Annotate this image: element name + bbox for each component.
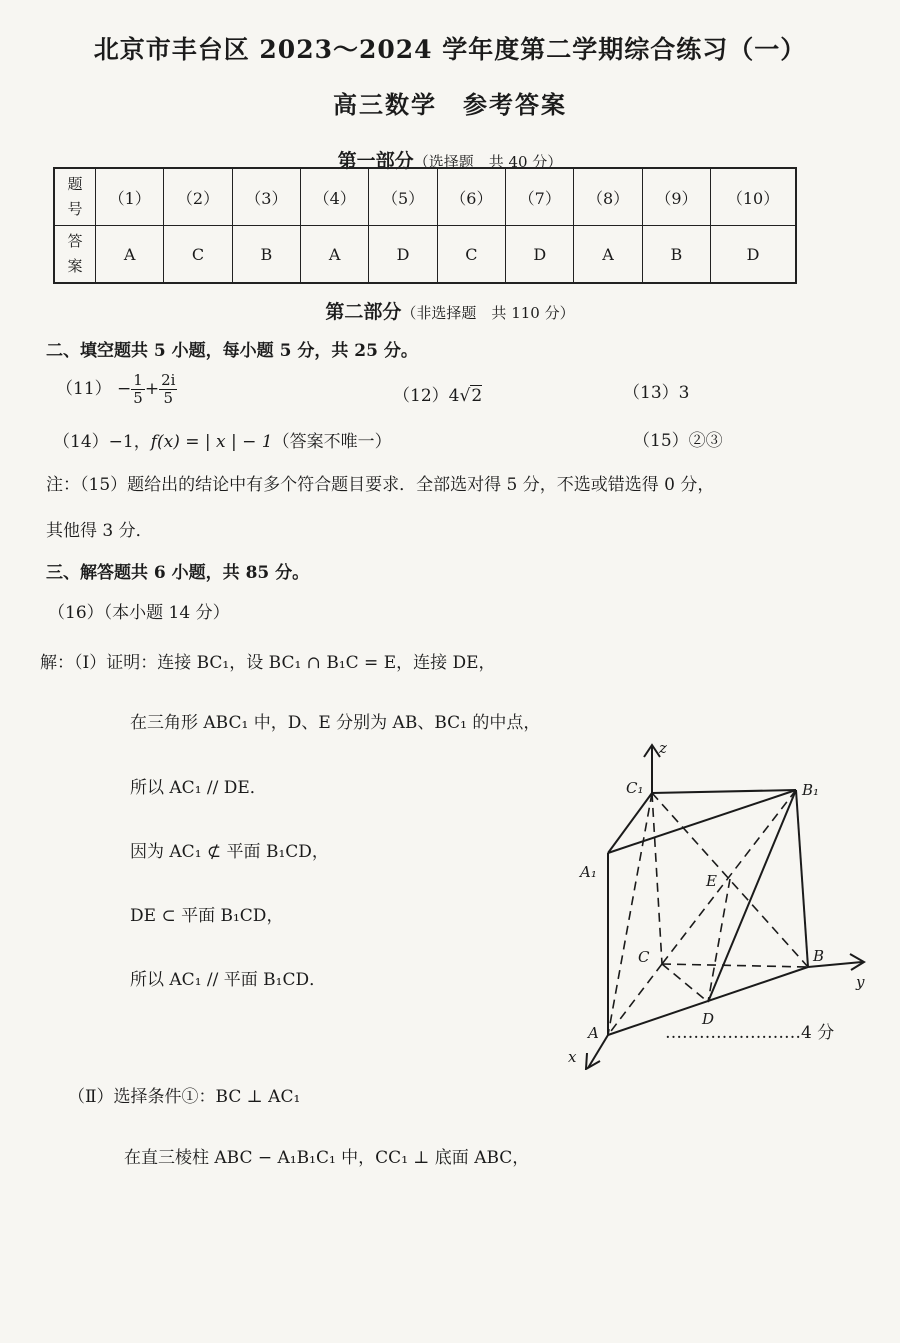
edge-c1b1 <box>652 790 796 793</box>
label-x: x <box>568 1048 577 1066</box>
edge-a1c1 <box>608 793 652 853</box>
question-cell: （10） <box>711 168 796 226</box>
part2-title: 第二部分 <box>325 301 402 323</box>
solution-line: 在三角形 ABC₁ 中，D、E 分别为 AB、BC₁ 的中点， <box>130 713 541 733</box>
prism-figure <box>540 735 875 1070</box>
part-2-condition: （Ⅱ）选择条件①：BC ⊥ AC₁ <box>68 1087 301 1107</box>
document-subtitle: 高三数学 参考答案 <box>333 90 567 119</box>
question-cell: （4） <box>301 168 369 226</box>
answer-cell: B <box>642 226 710 284</box>
question-cell: （3） <box>232 168 300 226</box>
label-a: A <box>588 1024 599 1042</box>
answer-cell: C <box>164 226 232 284</box>
answer-cell: A <box>301 226 369 284</box>
edge-a1b1 <box>608 790 796 853</box>
note-line-1: 注：（15）题给出的结论中有多个符合题目要求．全部选对得 5 分，不选或错选得 0 分， <box>46 475 715 495</box>
edge-cd <box>662 964 708 1002</box>
answer-cell: A <box>574 226 642 284</box>
answer-14: （14）−1，f(x) = | x | − 1（答案不唯一） <box>53 432 392 452</box>
label-y: y <box>856 973 865 991</box>
answer-cell: C <box>437 226 505 284</box>
answer-12: （12）4√2 <box>393 386 483 406</box>
answer-cell: D <box>506 226 574 284</box>
answer-11: （11） − $\frac{1}{5}$ + $\frac{2i}{5}$ <box>56 371 176 407</box>
answer-cell: D <box>369 226 437 284</box>
answer-cell: B <box>232 226 300 284</box>
label-b: B <box>813 947 825 965</box>
score-mark: ……………………4 分 <box>665 1023 835 1043</box>
answer-cell: A <box>96 226 164 284</box>
row-label-question: 题 号 <box>54 168 96 226</box>
document-title: 北京市丰台区 2023～2024 学年度第二学期综合练习（一） <box>93 35 807 64</box>
question-cell: （8） <box>574 168 642 226</box>
question-cell: （5） <box>369 168 437 226</box>
question-cell: （2） <box>164 168 232 226</box>
label-e: E <box>706 872 717 890</box>
edge-ac1 <box>608 793 652 1035</box>
row-label-answer: 答 案 <box>54 226 96 284</box>
solve-heading: 三、解答题共 6 小题，共 85 分。 <box>46 563 310 583</box>
edge-bc <box>662 964 808 967</box>
edge-cc1 <box>652 793 662 964</box>
edge-de <box>708 879 730 1002</box>
solution-line: 所以 AC₁ // DE． <box>130 778 267 798</box>
edge-b1c <box>662 790 796 964</box>
edge-bb1 <box>796 790 808 967</box>
label-b1: B₁ <box>802 781 820 799</box>
question-cell: （7） <box>506 168 574 226</box>
label-c1: C₁ <box>626 779 644 797</box>
answer-14-function: f(x) = | x | − 1 <box>150 432 273 452</box>
label-z: z <box>659 739 667 757</box>
part2-note: （非选择题 共 110 分） <box>401 304 575 322</box>
answer-11-label: （11） <box>56 379 112 399</box>
answer-13: （13）3 <box>623 383 690 403</box>
part1-note: （选择题 共 40 分） <box>413 153 563 171</box>
problem-16-title: （16）（本小题 14 分） <box>48 603 230 623</box>
fill-in-heading: 二、填空题共 5 小题，每小题 5 分，共 25 分。 <box>46 341 418 361</box>
part2-heading <box>0 297 900 324</box>
answer-table <box>53 167 797 284</box>
question-cell: （9） <box>642 168 710 226</box>
answer-15: （15）②③ <box>633 431 723 451</box>
answer-table-question-row <box>54 168 796 226</box>
fraction: $\frac{2i}{5}$ <box>161 371 176 407</box>
label-a1: A₁ <box>580 863 597 881</box>
edge-b1d <box>708 790 796 1002</box>
note-line-2: 其他得 3 分． <box>46 521 153 541</box>
answer-cell: D <box>711 226 796 284</box>
question-cell: （6） <box>437 168 505 226</box>
solution-line: 因为 AC₁ ⊄ 平面 B₁CD， <box>130 842 329 862</box>
answer-table-answer-row <box>54 226 796 284</box>
edge-ac <box>608 964 662 1035</box>
part1-title: 第一部分 <box>337 150 414 172</box>
solution-line: DE ⊂ 平面 B₁CD， <box>130 906 284 926</box>
label-c: C <box>638 948 650 966</box>
sqrt-sign: √ <box>459 386 471 406</box>
label-d: D <box>702 1010 715 1028</box>
question-cell: （1） <box>96 168 164 226</box>
solution-line: 所以 AC₁ // 平面 B₁CD． <box>130 970 327 990</box>
fraction: $\frac{1}{5}$ <box>133 371 143 407</box>
prism-statement: 在直三棱柱 ABC − A₁B₁C₁ 中，CC₁ ⊥ 底面 ABC， <box>124 1148 530 1168</box>
solution-line: 解：（Ⅰ）证明：连接 BC₁，设 BC₁ ∩ B₁C = E，连接 DE， <box>40 653 496 673</box>
